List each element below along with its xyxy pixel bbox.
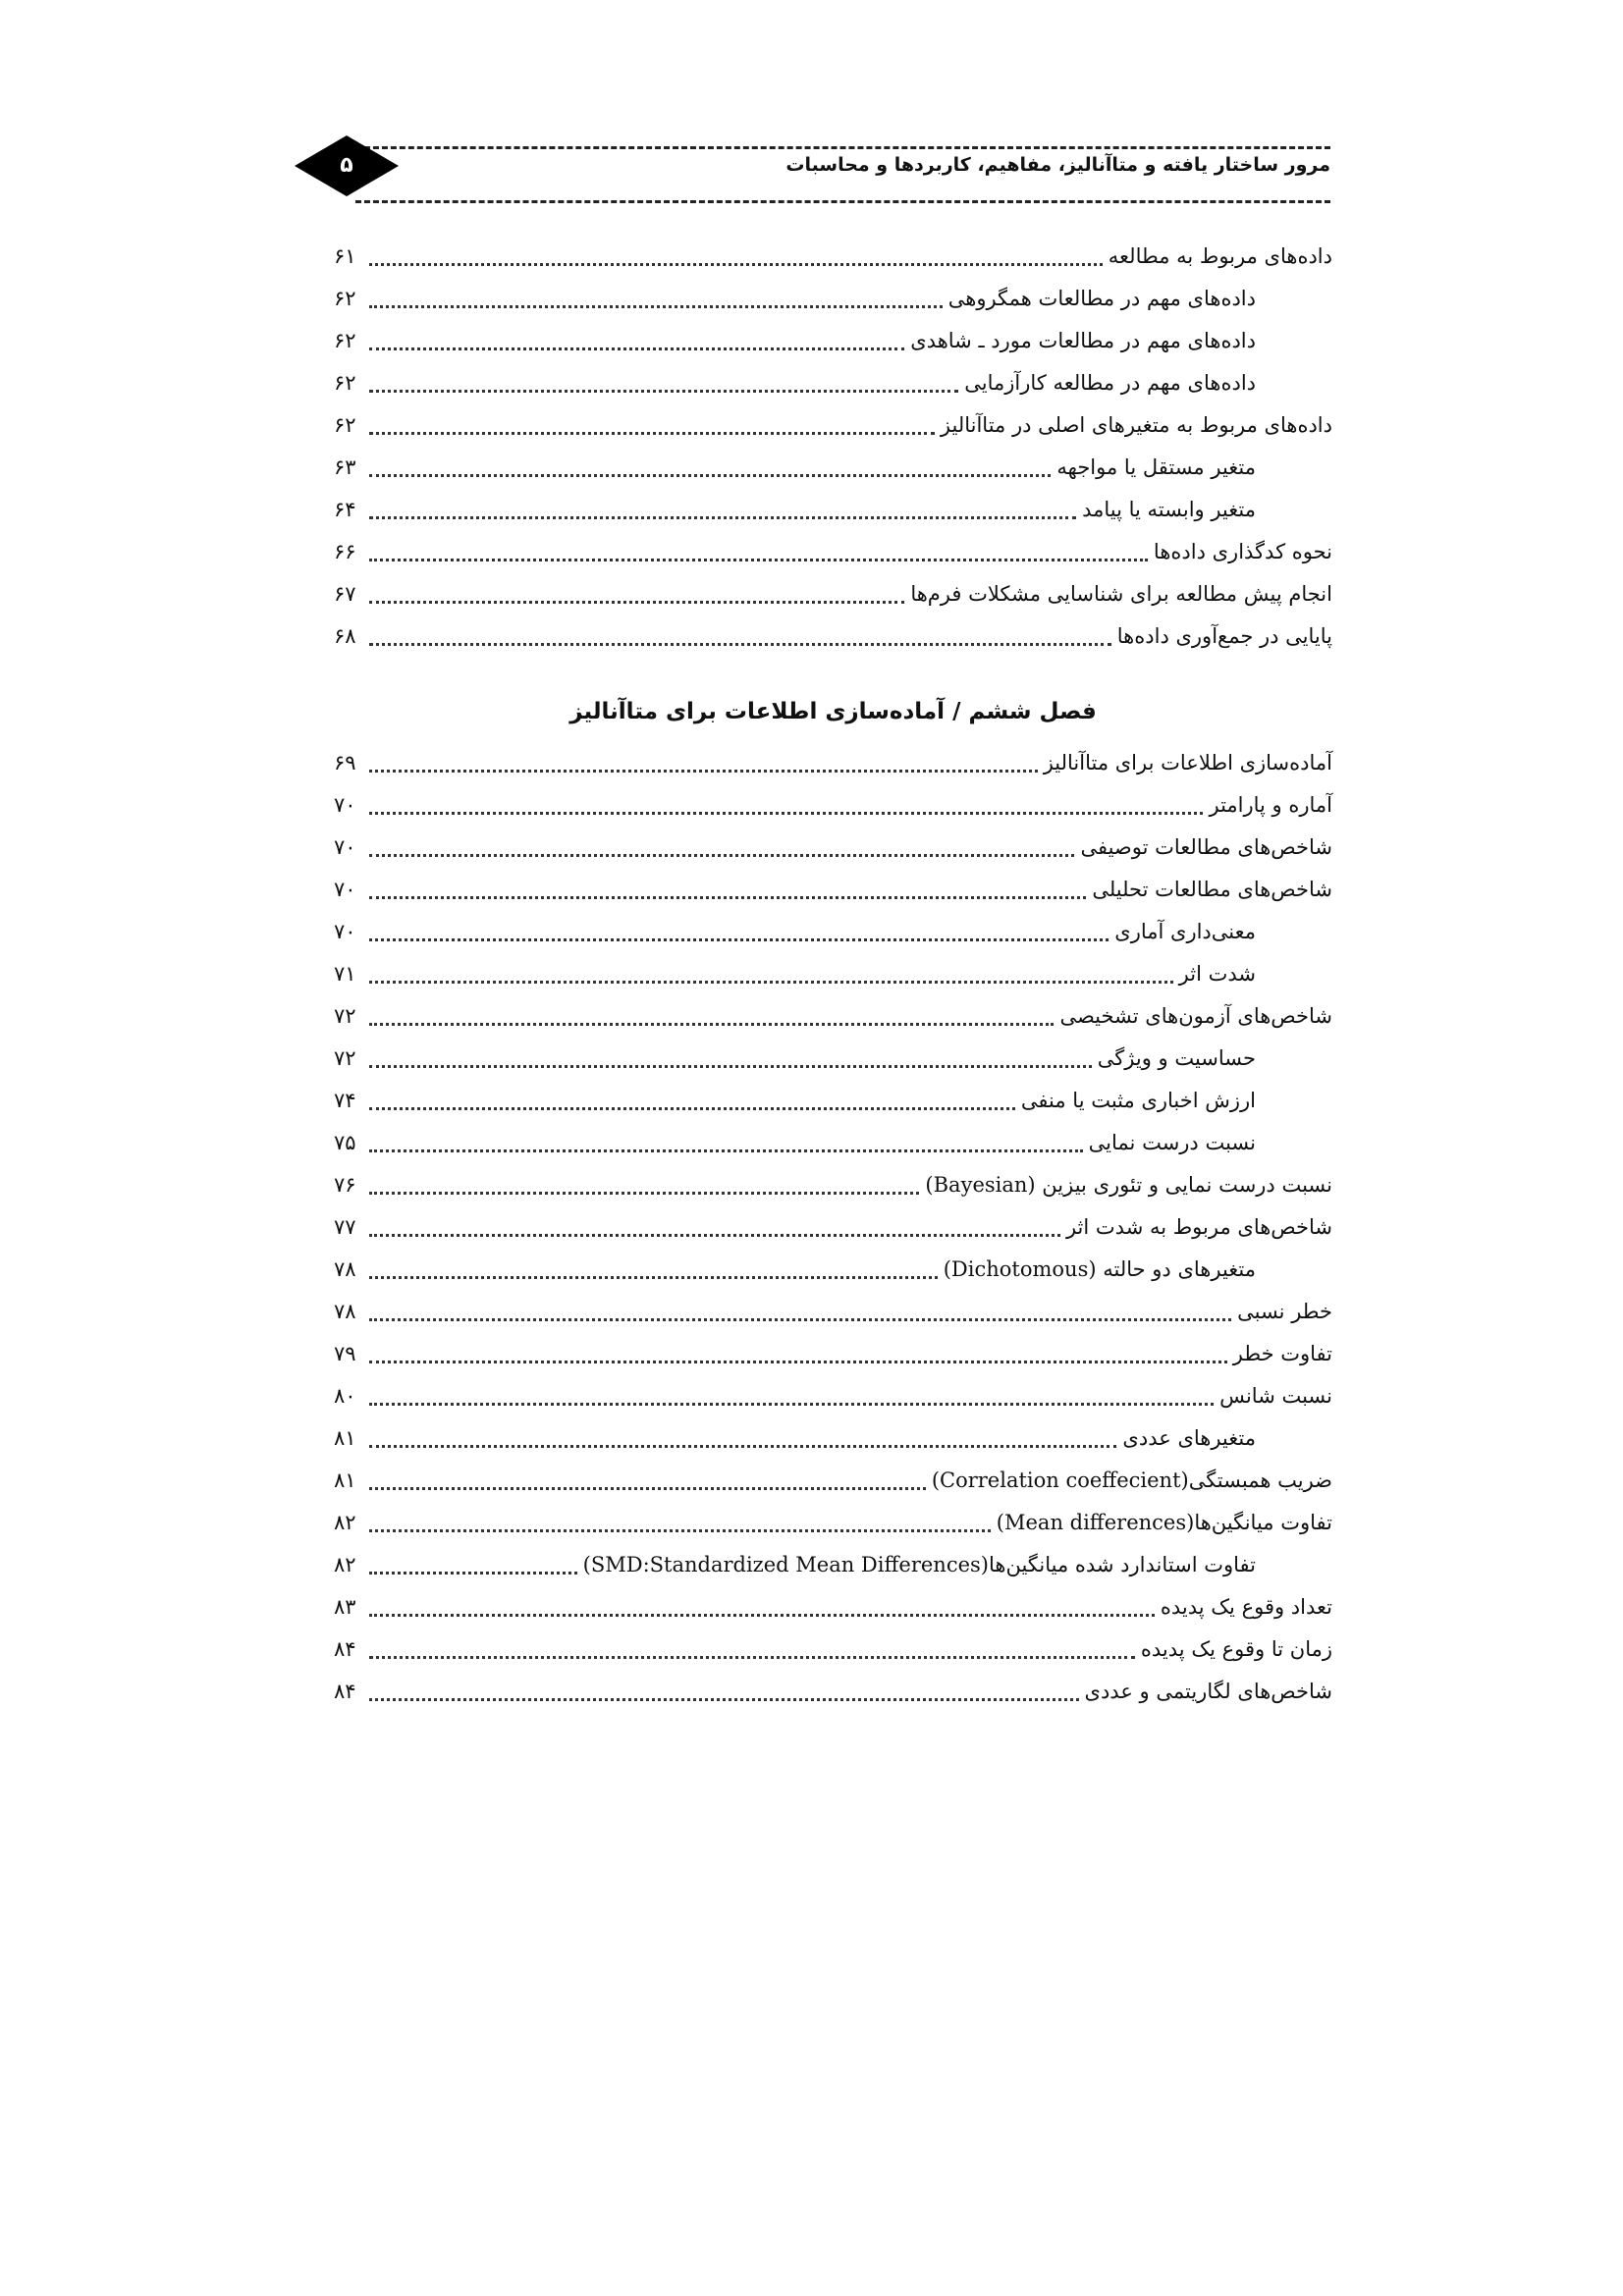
toc-dot-leader bbox=[369, 1234, 1060, 1237]
toc-entry-page: ۶۴ bbox=[334, 498, 356, 521]
toc-entry-title: داده‌های مربوط به متغیرهای اصلی در متاآنالیز bbox=[940, 413, 1332, 437]
toc-entry-page: ۷۱ bbox=[334, 962, 356, 986]
toc-entry bbox=[334, 573, 1332, 615]
toc-dot-leader bbox=[369, 896, 1086, 899]
toc-entry bbox=[334, 531, 1332, 573]
toc-entry-title: شدت اثر bbox=[1178, 962, 1256, 986]
toc-dot-leader bbox=[369, 432, 935, 435]
toc-dot-leader bbox=[369, 390, 958, 393]
toc-entry-page: ۸۱ bbox=[334, 1426, 356, 1450]
toc-entry-title: خطر نسبی bbox=[1237, 1300, 1332, 1323]
toc-entry bbox=[334, 911, 1332, 953]
running-header bbox=[295, 130, 1330, 208]
toc-dot-leader bbox=[369, 643, 1111, 646]
toc-entry-page: ۷۸ bbox=[334, 1300, 356, 1323]
toc-entry bbox=[334, 615, 1332, 658]
toc-entry-title: آماده‌سازی اطلاعات برای متاآنالیز bbox=[1043, 751, 1332, 774]
toc-entry-title: تفاوت استاندارد شده میانگین‌ها(SMD:Standardized Mean Differences) bbox=[582, 1553, 1256, 1576]
toc-dot-leader bbox=[369, 1276, 938, 1279]
toc-dot-leader bbox=[369, 1487, 926, 1490]
toc-entry-title: زمان تا وقوع یک پدیده bbox=[1140, 1637, 1332, 1661]
toc-dot-leader bbox=[369, 1403, 1214, 1406]
toc-entry-title: ضریب همبستگی(Correlation coeffecient) bbox=[931, 1468, 1332, 1492]
toc-dot-leader bbox=[369, 559, 1148, 561]
toc-entry-title: متغیرهای عددی bbox=[1122, 1426, 1256, 1450]
toc-dot-leader bbox=[369, 981, 1173, 984]
toc-entry-title: نحوه کدگذاری داده‌ها bbox=[1153, 540, 1332, 563]
toc-entry bbox=[334, 1586, 1332, 1629]
toc-entry-title: شاخص‌های آزمون‌های تشخیصی bbox=[1059, 1004, 1332, 1028]
toc-entry-title: تفاوت خطر bbox=[1232, 1342, 1332, 1365]
toc-entry-page: ۶۲ bbox=[334, 413, 356, 437]
toc-entry-title: ارزش اخباری مثبت یا منفی bbox=[1020, 1089, 1256, 1112]
toc-entry bbox=[334, 1671, 1332, 1713]
toc-entry bbox=[334, 1080, 1332, 1122]
toc-entry-page: ۷۵ bbox=[334, 1131, 356, 1154]
toc-dot-leader bbox=[369, 770, 1038, 773]
toc-entry-page: ۶۲ bbox=[334, 329, 356, 352]
toc-entry bbox=[334, 1206, 1332, 1249]
toc-entry bbox=[334, 1544, 1332, 1586]
chapter-title: فصل ششم / آماده‌سازی اطلاعات برای متاآنالیز bbox=[569, 699, 1097, 724]
toc-entry-title: شاخص‌های مطالعات تحلیلی bbox=[1092, 878, 1332, 901]
toc-dot-leader bbox=[369, 601, 904, 604]
toc-entry bbox=[334, 362, 1332, 404]
toc-entry-title: انجام پیش مطالعه برای شناسایی مشکلات فرم‌ها bbox=[910, 582, 1332, 606]
toc-entry-title: شاخص‌های لگاریتمی و عددی bbox=[1084, 1680, 1332, 1703]
toc-dot-leader bbox=[369, 1107, 1015, 1110]
toc-entry bbox=[334, 1629, 1332, 1671]
toc-entry-page: ۶۶ bbox=[334, 540, 356, 563]
header-title: مرور ساختار یافته و متاآنالیز، مفاهیم، کاربردها و محاسبات bbox=[785, 154, 1330, 176]
toc-dot-leader bbox=[369, 1614, 1155, 1617]
header-bottom-dashed-rule bbox=[355, 200, 1330, 203]
toc-entry-title: متغیر مستقل یا مواجهه bbox=[1056, 455, 1256, 479]
toc-entry-title: شاخص‌های مطالعات توصیفی bbox=[1080, 835, 1332, 859]
toc-entry-title: معنی‌داری آماری bbox=[1114, 920, 1256, 943]
toc-dot-leader bbox=[369, 1698, 1079, 1701]
toc-entry-title: نسبت درست نمایی و تئوری بیزین (Bayesian) bbox=[925, 1173, 1332, 1197]
toc-entry-title: متغیر وابسته یا پیامد bbox=[1082, 498, 1256, 521]
toc-entry bbox=[334, 1122, 1332, 1164]
toc-entry-page: ۶۹ bbox=[334, 751, 356, 774]
toc-dot-leader bbox=[369, 1445, 1116, 1448]
toc-entry-page: ۷۰ bbox=[334, 835, 356, 859]
toc-section-chapter-6 bbox=[334, 742, 1332, 1713]
toc-entry-title: تفاوت میانگین‌ها(Mean differences) bbox=[996, 1511, 1332, 1534]
toc-entry bbox=[334, 404, 1332, 447]
toc-entry bbox=[334, 784, 1332, 827]
toc-dot-leader bbox=[369, 1023, 1054, 1026]
toc-entry-title: متغیرهای دو حالته (Dichotomous) bbox=[943, 1257, 1256, 1281]
toc-dot-leader bbox=[369, 938, 1109, 941]
toc-entry bbox=[334, 1375, 1332, 1417]
toc-entry bbox=[334, 1249, 1332, 1291]
toc-dot-leader bbox=[369, 1318, 1231, 1321]
toc-entry-page: ۶۳ bbox=[334, 455, 356, 479]
toc-entry bbox=[334, 1164, 1332, 1206]
toc-entry bbox=[334, 236, 1332, 278]
toc-entry bbox=[334, 742, 1332, 784]
toc-entry-page: ۶۷ bbox=[334, 582, 356, 606]
toc-entry-page: ۶۲ bbox=[334, 287, 356, 310]
toc-entry-title: نسبت شانس bbox=[1219, 1384, 1332, 1408]
toc-dot-leader bbox=[369, 516, 1076, 519]
toc-entry-page: ۷۰ bbox=[334, 920, 356, 943]
toc-dot-leader bbox=[369, 1656, 1135, 1659]
toc-dot-leader bbox=[369, 812, 1203, 815]
toc-entry-page: ۶۲ bbox=[334, 371, 356, 395]
toc-entry-page: ۸۴ bbox=[334, 1680, 356, 1703]
toc-entry-title: شاخص‌های مربوط به شدت اثر bbox=[1065, 1215, 1332, 1239]
toc-dot-leader bbox=[369, 1192, 919, 1195]
toc-dot-leader bbox=[369, 854, 1074, 857]
toc-entry bbox=[334, 827, 1332, 869]
toc-entry bbox=[334, 1291, 1332, 1333]
toc-entry-title: تعداد وقوع یک پدیده bbox=[1160, 1595, 1332, 1619]
toc-entry bbox=[334, 1417, 1332, 1460]
toc-dot-leader bbox=[369, 474, 1051, 477]
toc-entry-page: ۷۸ bbox=[334, 1257, 356, 1281]
toc-dot-leader bbox=[369, 1149, 1083, 1152]
toc-entry-page: ۷۲ bbox=[334, 1004, 356, 1028]
toc-entry-page: ۸۲ bbox=[334, 1511, 356, 1534]
toc-entry-page: ۶۸ bbox=[334, 624, 356, 648]
toc-entry-title: داده‌های مهم در مطالعه کارآزمایی bbox=[964, 371, 1256, 395]
toc-entry-title: داده‌های مهم در مطالعات مورد ـ شاهدی bbox=[910, 329, 1256, 352]
toc-dot-leader bbox=[369, 263, 1103, 266]
toc-entry-page: ۷۰ bbox=[334, 793, 356, 817]
toc-entry bbox=[334, 1038, 1332, 1080]
toc-entry-page: ۷۴ bbox=[334, 1089, 356, 1112]
toc-dot-leader bbox=[369, 1361, 1227, 1363]
toc-entry-page: ۸۲ bbox=[334, 1553, 356, 1576]
toc-entry-title: داده‌های مربوط به مطالعه bbox=[1108, 244, 1332, 268]
toc-entry-page: ۷۶ bbox=[334, 1173, 356, 1197]
toc-entry-page: ۷۷ bbox=[334, 1215, 356, 1239]
toc-entry-page: ۸۰ bbox=[334, 1384, 356, 1408]
toc-entry-title: نسبت درست نمایی bbox=[1088, 1131, 1256, 1154]
toc-entry bbox=[334, 278, 1332, 320]
toc-entry bbox=[334, 1460, 1332, 1502]
toc-entry-title: داده‌های مهم در مطالعات همگروهی bbox=[947, 287, 1256, 310]
toc-dot-leader bbox=[369, 305, 943, 308]
toc-dot-leader bbox=[369, 1572, 577, 1575]
toc-entry-page: ۷۹ bbox=[334, 1342, 356, 1365]
toc-entry-page: ۸۴ bbox=[334, 1637, 356, 1661]
header-top-dashed-rule bbox=[355, 146, 1330, 149]
toc-entry-title: حساسیت و ویژگی bbox=[1097, 1046, 1256, 1070]
toc-dot-leader bbox=[369, 1529, 991, 1532]
toc-entry bbox=[334, 447, 1332, 489]
toc-entry-page: ۸۱ bbox=[334, 1468, 356, 1492]
toc-entry bbox=[334, 489, 1332, 531]
toc-entry-title: آماره و پارامتر bbox=[1209, 793, 1332, 817]
toc-entry bbox=[334, 1333, 1332, 1375]
page-number: ۵ bbox=[340, 153, 353, 178]
toc-entry-page: ۷۰ bbox=[334, 878, 356, 901]
toc-entry bbox=[334, 869, 1332, 911]
toc-entry bbox=[334, 995, 1332, 1038]
toc-entry-page: ۶۱ bbox=[334, 244, 356, 268]
toc-dot-leader bbox=[369, 1065, 1092, 1068]
toc-entry bbox=[334, 320, 1332, 362]
toc-dot-leader bbox=[369, 347, 904, 350]
toc-entry bbox=[334, 1502, 1332, 1544]
toc-entry-title: پایایی در جمع‌آوری داده‌ها bbox=[1116, 624, 1332, 648]
toc-entry bbox=[334, 953, 1332, 995]
toc-entry-page: ۸۳ bbox=[334, 1595, 356, 1619]
toc-entry-page: ۷۲ bbox=[334, 1046, 356, 1070]
toc-section-continued bbox=[334, 236, 1332, 658]
